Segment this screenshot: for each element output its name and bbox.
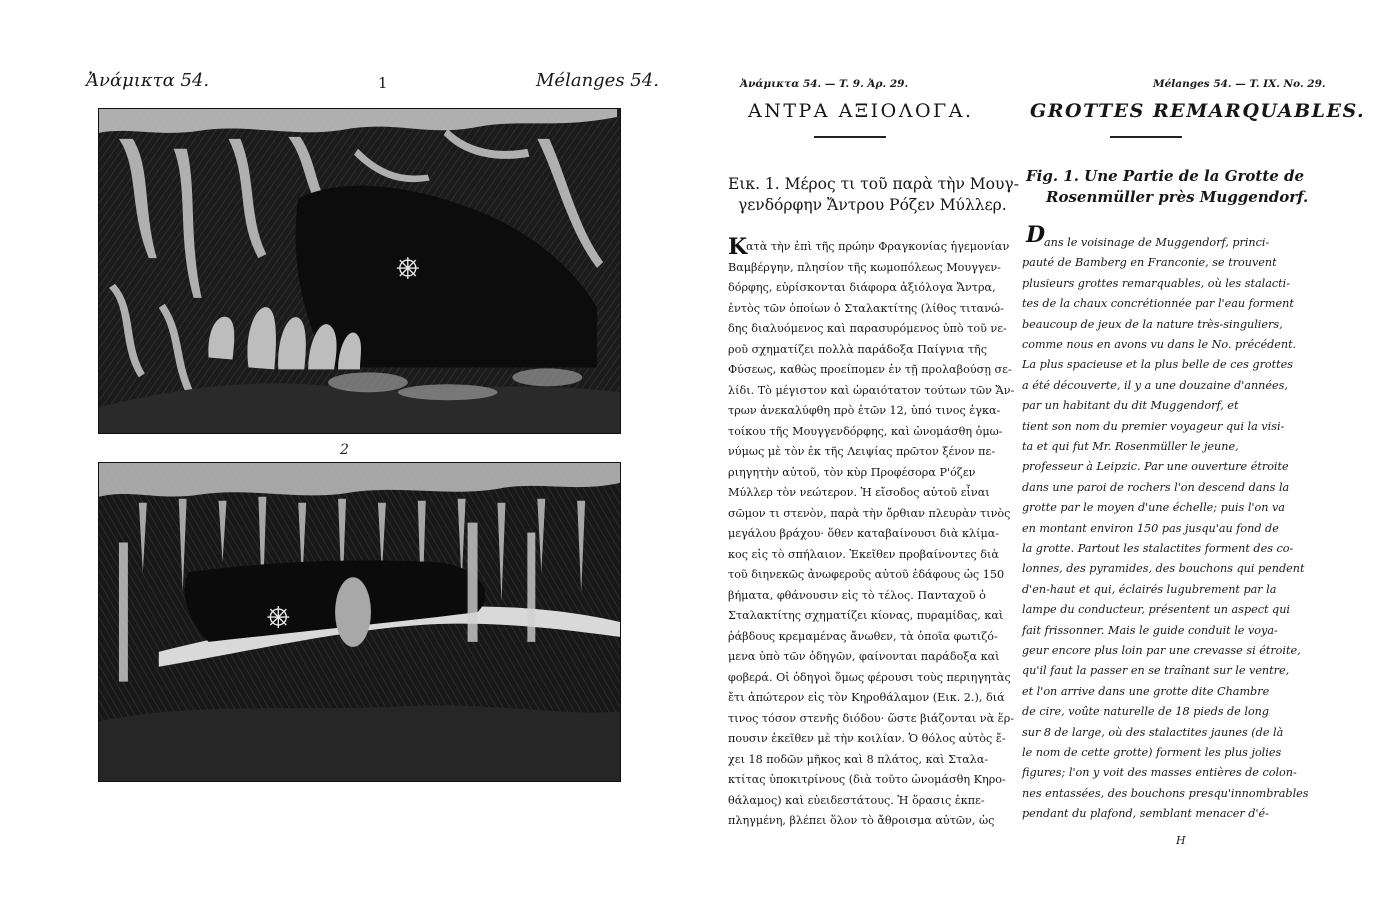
title-rule-french <box>1110 136 1182 138</box>
figure-title-french-line-2: Rosenmüller près Muggendorf. <box>1046 188 1309 206</box>
greek-text-line: τοίκου τῆς Μουγγενδόρφης, καὶ ὠνομάσθη ὁμω- <box>728 424 1003 438</box>
greek-text-line: κος εἰς τὸ σπήλαιον. Ἐκεῖθεν προβαίνοντες διὰ <box>728 547 999 561</box>
cave-engraving-figure-2 <box>98 462 621 782</box>
french-text-line: lampe du conducteur, présentent un aspect qui <box>1022 603 1291 617</box>
french-text-line: La plus spacieuse et la plus belle de ces grottes <box>1022 358 1294 372</box>
greek-dropcap: Κ <box>728 234 748 260</box>
french-text-line: geur encore plus loin par une crevasse si étroite, <box>1022 644 1301 657</box>
french-text-line: dans une paroi de rochers l'on descend dans la <box>1022 480 1290 494</box>
french-text-line: le nom de cette grotte) forment les plus jolies <box>1022 746 1282 759</box>
greek-text-line: τινος τόσον στενῆς διόδου· ὥστε βιάζονται νὰ ἕρ- <box>728 711 1015 725</box>
left-running-head-french: Mélanges 54. <box>536 70 659 91</box>
french-text-line: comme nous en avons vu dans le No. précédent. <box>1022 338 1297 351</box>
greek-text-line: πουσιν ἐκεῖθεν μὲ τὴν κοιλίαν. Ὁ θόλος αὐτὸς ἔ- <box>728 732 1006 745</box>
french-text-line: la grotte. Partout les stalactites forment des co- <box>1022 542 1294 555</box>
greek-text-line: βήματα, φθάνουσιν εἰς τὸ τέλος. Πανταχοῦ ὁ <box>728 588 986 602</box>
greek-text-line: Φύσεως, καθὼς προείπομεν ἐν τῇ προλαβούσῃ σε- <box>728 363 1012 376</box>
greek-text-line: ροῦ σχηματίζει πολλὰ παράδοξα Παίγνια τῆς <box>728 342 987 356</box>
french-text-line: nes entassées, des bouchons presqu'innombrables <box>1022 786 1309 800</box>
greek-text-line: ατὰ τὴν ἐπὶ τῆς πρώην Φραγκονίας ἡγεμονίαν <box>746 240 1010 253</box>
greek-text-line: θάλαμος) καὶ εὐειδεστάτους. Ἡ ὅρασις ἐκπε- <box>728 793 985 807</box>
french-text-line: lonnes, des pyramides, des bouchons qui pendent <box>1022 562 1305 576</box>
figure-title-greek <box>728 174 1019 216</box>
french-dropcap: D <box>1026 222 1046 248</box>
left-running-head-greek: Ἀνάμικτα 54. <box>86 70 210 91</box>
plate-2-number: 2 <box>340 442 349 458</box>
cave-engraving-figure-1 <box>98 108 621 434</box>
french-text-line: beaucoup de jeux de la nature très-singuliers, <box>1022 317 1283 331</box>
greek-text-line: κτίτας ὑποκιτρίνους (διὰ τοῦτο ὠνομάσθη Κηρο- <box>728 773 1006 786</box>
greek-text-line: Σταλακτίτης σχηματίζει κίονας, πυραμίδας, καὶ <box>728 609 1004 622</box>
greek-text-line: Μύλλερ τὸν νεώτερον. Ἡ εἴσοδος αὐτοῦ εἶναι <box>728 486 990 499</box>
greek-text-line: τοῦ διηνεκῶς ἀνωφεροῦς αὐτοῦ ἐδάφους ὡς 150 <box>728 568 1005 581</box>
french-text-line: grotte par le moyen d'une échelle; puis l'on va <box>1022 501 1285 515</box>
greek-text-line: σῶμον τι στενὸν, παρὰ τὴν ὄρθιαν πλευρὰν τινὸς <box>728 506 1011 520</box>
greek-text-line: ῥάβδους κρεμαμένας ἄνωθεν, τὰ ὁποῖα φωτιζό- <box>728 629 998 643</box>
french-text-line: plusieurs grottes remarquables, où les stalacti- <box>1022 276 1291 290</box>
greek-text-line: δης διαλυόμενος καὶ παρασυρόμενος ὑπὸ τοῦ νε- <box>728 322 1007 335</box>
french-text-line: tient son nom du premier voyageur qui la visi- <box>1022 419 1285 433</box>
figure-title-greek-line-1: Εικ. 1. Μέρος τι τοῦ παρὰ τὴν Μουγ- <box>728 175 1019 193</box>
french-text-line: fait frissonner. Mais le guide conduit le voya- <box>1022 623 1278 637</box>
right-running-head-greek: Ἀνάμικτα 54. — T. 9. Ἀρ. 29. <box>740 78 909 90</box>
greek-text-line: μενα ὑπὸ τῶν ὁδηγῶν, φαίνονται παράδοξα καὶ <box>728 650 1000 663</box>
french-text-line: ta et qui fut Mr. Rosenmüller le jeune, <box>1022 440 1239 453</box>
french-text-line: tes de la chaux concrétionnée par l'eau forment <box>1022 297 1294 311</box>
greek-text-line: ἐντὸς τῶν ὁποίων ὁ Σταλακτίτης (λίθος τιτανώ- <box>728 301 1004 315</box>
figure-title-greek-line-2: γενδόρφην Ἄντρου Ρόζεν Μύλλερ. <box>738 196 1007 214</box>
french-text-line: figures; l'on y voit des masses entières de colon- <box>1022 766 1297 780</box>
greek-text-line: τρων ἀνεκαλύφθη πρὸ ἐτῶν 12, ὑπό τινος ἐγκα- <box>728 404 1001 417</box>
figure-title-french <box>1026 166 1308 208</box>
signature-mark: H <box>1176 834 1186 847</box>
french-text-line: qu'il faut la passer en se traînant sur le ventre, <box>1022 664 1290 678</box>
greek-text-line: πληγμένη, βλέπει ὅλον τὸ ἄθροισμα αὐτῶν, ὡς <box>728 814 995 827</box>
greek-text-line: λίδι. Τὸ μέγιστον καὶ ὡραιότατον τούτων τῶν Ἄν- <box>728 383 1015 397</box>
greek-text-line: δόρφης, εὑρίσκονται διάφορα ἀξιόλογα Ἄντρα, <box>728 281 996 294</box>
french-text-line: d'en-haut et qui, éclairés lugubrement par la <box>1022 582 1277 596</box>
french-text-line: sur 8 de large, où des stalactites jaunes (de là <box>1022 725 1284 739</box>
plate-1-number: 1 <box>378 74 388 92</box>
french-text-line: par un habitant du dit Muggendorf, et <box>1022 399 1239 413</box>
french-text-line: pauté de Bamberg en Franconie, se trouvent <box>1022 256 1277 270</box>
title-rule-greek <box>814 136 886 138</box>
greek-text-line: Βαμβέργην, πλησίον τῆς κωμοπόλεως Μουγγεν- <box>728 260 1001 274</box>
figure-title-french-line-1: Fig. 1. Une Partie de la Grotte de <box>1026 167 1305 185</box>
french-text-line: professeur à Leipzic. Par une ouverture étroite <box>1022 460 1289 474</box>
french-text-line: a été découverte, il y a une douzaine d'années, <box>1022 378 1288 392</box>
right-running-head-french: Mélanges 54. — T. IX. No. 29. <box>1153 78 1326 90</box>
greek-text-line: μεγάλου βράχου· ὅθεν καταβαίνουσι διὰ κλίμα- <box>728 527 1000 540</box>
french-text-line: en montant environ 150 pas jusqu'au fond de <box>1022 521 1279 535</box>
french-text-line: pendant du plafond, semblant menacer d'é- <box>1022 807 1269 821</box>
greek-text-line: φοβερά. Οἱ ὁδηγοὶ ὅμως φέρουσι τοὺς περιηγητὰς <box>728 670 1011 684</box>
title-greek: ΑΝΤΡΑ ΑΞΙΟΛΟΓΑ. <box>748 100 974 122</box>
greek-text-line: ἔτι ἀπώτερον εἰς τὸν Κηροθάλαμον (Εικ. 2.), διά <box>728 691 1005 704</box>
french-text-line: et l'on arrive dans une grotte dite Chambre <box>1022 684 1270 698</box>
french-text-line: ans le voisinage de Muggendorf, princi- <box>1044 236 1270 249</box>
greek-text-line: νύμως μὲ τὸν ἐκ τῆς Λειψίας πρῶτον ξένον πε- <box>728 445 996 458</box>
greek-text-line: ριηγητὴν αὐτοῦ, τὸν κὺρ Προφέσορα Ρ'όζεν <box>728 465 976 479</box>
french-text-line: de cire, voûte naturelle de 18 pieds de long <box>1022 705 1270 719</box>
greek-text-line: χει 18 ποδῶν μῆκος καὶ 8 πλάτος, καὶ Σταλα- <box>728 752 989 766</box>
title-french: GROTTES REMARQUABLES. <box>1030 100 1366 122</box>
